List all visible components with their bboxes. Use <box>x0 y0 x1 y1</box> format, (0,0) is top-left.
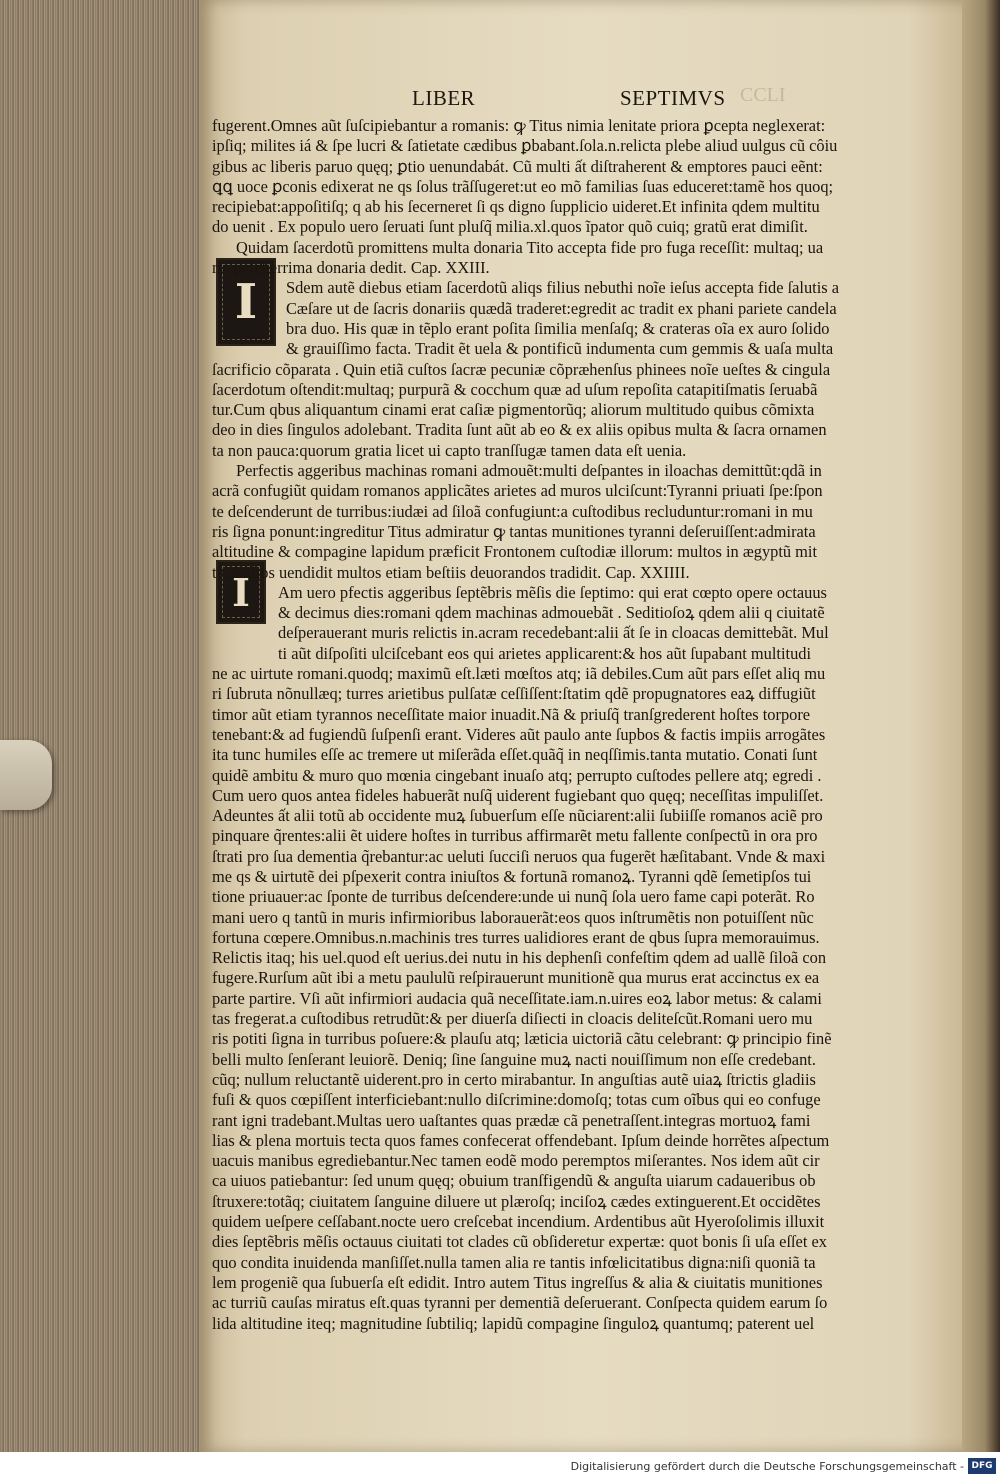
text-line: lias & plena mortuis tecta quos fames confecerat offendebant. Ipſum deinde horrẽtes aſpectum <box>212 1130 830 1150</box>
text-line: lida altitudine iteq; magnitudine ſubtiliq; lapidũ compagine ſinguloꝝ quantumq; paterent uel <box>212 1313 815 1333</box>
footer-bar <box>0 1452 1000 1483</box>
text-line: mani uero q tantũ in muris infirmioribus laborauerãt:eos quos inſtrumẽtis non potuiſſent nũc <box>212 907 814 927</box>
text-line: fuſi & quos cœpiſſent interficiebant:nullo diſcrimine:domoſq; totas cum oĩbus qui eo confuge <box>212 1090 821 1110</box>
text-line: tenebant:& ad fugiendũ ſuſpenſi erant. Videres aũt paulo ante ſupbos & factis impiis arrogãtes <box>212 724 826 744</box>
text-line: ſtruxere:totãq; ciuitatem ſanguine diluere ut plæroſq; inciſoꝝ cædes extinguerent.Et occidẽtes <box>212 1191 821 1211</box>
text-line: rant igni tradebant.Multas uero uaſtantes quas prædæ cã penetraſſent.integras mortuoꝝ fami <box>212 1110 811 1130</box>
text-line: ria pulcherrima donaria dedit. Cap. XXIII. <box>212 258 490 278</box>
text-line: Adeuntes ất alii totũ ab occidente muꝝ ſubuerſum eſſe nũciarent:alii ſubiiſſe romanos aciẽ pro <box>212 806 823 826</box>
text-line: & grauiſſimo facta. Tradit ẽt uela & pontificũ indumenta cum gemmis & uaſa multa <box>286 339 834 359</box>
text-line: uacuis manibus egrediebantur.Nec tamen eodẽ modo peremptos miſerantes. Nos idem aũt cir <box>212 1151 820 1171</box>
text-line: ta non pauca:quorum gratia licet ui capto tranſſugæ tamen data eſt uenia. <box>212 440 687 460</box>
header-left: LIBER <box>412 86 476 110</box>
text-line: altitudine & compagine lapidum præficit Frontonem cuſtodiæ illorum: multos in ægyptũ mit <box>212 542 818 562</box>
text-line: pinquare q̃rentes:alii ẽt uidere hoſtes in turribus affirmarẽt metu fallente conſpectũ in ora pro <box>212 826 818 846</box>
text-line: ſtrati pro ſua dementia q̃rebantur:ac ueluti ſucciſi neruos qua fugerẽt hæſitabant. Vnde & maxi <box>212 846 826 866</box>
text-line: tas fregerat.a cuſtodibus retrudũt:& per diuerſa diſiecti in cloacis deliteſcũt.Romani uero mu <box>212 1009 813 1029</box>
text-line: ꝗꝗ uoce ꝑconis edixerat ne qs ſolus trãſſugeret:ut eo mõ familias ſuas educeret:tamẽ hos quoq; <box>212 176 834 196</box>
text-line: ita tunc humiles eſſe ac tremere ut miſerãda eſſet.quãq̃ in neqſſimis.tanta mutatio. Conati ſunt <box>212 745 818 765</box>
text-line: ri ſubruta nõnullæq; turres arietibus pulſatæ ceſſiſſent:ſtatim qdẽ propugnatores eaꝝ diffugiũt <box>212 684 816 704</box>
text-line: ca uiuos patiebantur: ſed unum quęq; obuium tranſfigendũ & anguſta uiarum cadaueribus ob <box>212 1171 816 1191</box>
text-line: ris potiti ſigna in turribus poſuere:& plauſu atq; læticia uictoriã cãtu celebrant: ꝙ principio finẽ <box>212 1029 832 1049</box>
text-line: belli multo ſenſerant leuiorẽ. Deniq; ſine ſanguine muꝝ nacti nouiſſimum non eſſe credebant. <box>212 1049 816 1069</box>
text-line: do uenit . Ex populo uero ſeruati ſunt pluſq̃ milia.xl.quos ĩpator quõ cuiq; gratũ erat dimiſit. <box>212 217 808 237</box>
text-line: Cum uero quos antea fideles habuerãt nuſq̃ uiderent fugiebant quo quęq; neceſſitas impuliſſet. <box>212 785 824 805</box>
text-line: Am uero pfectis aggeribus ſeptẽbris mẽſis die ſeptimo: qui erat cœpto opere octauus <box>278 582 827 602</box>
text-line: ris ſigna ponunt:ingreditur Titus admiratur ꝙ tantas munitiones tyranni deſeruiſſent:admirata <box>212 521 816 541</box>
text-line: ne ac uirtute romani.quodq; maximũ eſt.læti mœſtos atq; iã debiles.Cum aũt pars eſſet aliq mu <box>212 664 826 684</box>
text-line: tur.Cum qbus aliquantum cinami erat caſiæ pigmentorũq; aliorum multitudo quibus cõmixta <box>212 400 815 420</box>
initial-letter: I <box>232 569 250 615</box>
text-line: Quidam ſacerdotũ promittens multa donaria Tito accepta fide pro fuga receſſit: multaq; ua <box>236 237 824 257</box>
text-line: Sdem autẽ diebus etiam ſacerdotũ aliqs filius nebuthi noĩe ieſus accepta fide ſalutis a <box>286 278 840 298</box>
text-line: & decimus dies:romani qdem machinas admouebãt . Seditioſoꝝ qdem alii q ciuitatẽ <box>278 603 825 623</box>
dfg-logo: DFG <box>968 1458 996 1474</box>
text-line: dies ſeptẽbris mẽſis octauus ciuitati tot clades cũ obſideretur expertæ: quot bonis ſi uſa eſſet ex <box>212 1232 827 1252</box>
text-line: Perfectis aggeribus machinas romani admouẽt:multi deſpantes in iloachas demittũt:qdã in <box>236 461 822 481</box>
bleed-through-folio: CCLI <box>740 84 786 106</box>
binding-edge <box>962 0 1000 1452</box>
text-line: lem progeniẽ qua ſubuerſa eſt edidit. Intro autem Titus ingreſſus & alia & ciuitatis munitiones <box>212 1272 823 1292</box>
text-line: fortuna cœpere.Omnibus.n.machinis tres turres ualidiores erant de qbus ſupra memorauimus. <box>212 927 820 947</box>
text-line: timor aũt etiam tyrannos neceſſitate maior inuadit.Nã & priuſq̃ tranſgrederent hoſtes torpore <box>212 704 811 724</box>
text-line: gibus ac liberis paruo quęq; ꝑtio uenundabát. Cũ multi ất diſtraherent & emptores pauci eẽnt: <box>212 156 823 176</box>
text-line: acrã confugiũt quidam romanos applicãtes arietes ad muros ulciſcunt:Tyranni priuati ſpe:ſpon <box>212 481 823 501</box>
text-line: quo condita inuidenda manſiſſet.nulla tamen alia re tantis infœlicitatibus digna:niſi quoniã ta <box>212 1252 816 1272</box>
text-line: ſacrificio cõparata . Quin etiã cuſtos ſacræ pecuniæ cõpræhenſus phinees noĩe ueſtes & cingula <box>212 359 831 379</box>
initial-letter: I <box>234 274 258 330</box>
header-right: SEPTIMVS <box>620 86 726 110</box>
text-line: ipſiq; milites iá & ſpe lucri & ſatietate cædibus ꝑbabant.ſola.n.relicta plebe aliud uulgus cũ côiu <box>212 136 838 156</box>
text-line: cũq; nullum reluctantẽ uiderent.pro in certo mirabantur. In anguſtias autẽ uiaꝝ ſtrictis gladiis <box>212 1069 816 1089</box>
text-line: tit:multos uendidit multos etiam beſtiis deuorandos tradidit. Cap. XXIIII. <box>212 562 690 582</box>
text-line: fugere.Rurſum aũt ibi a metu paululũ reſpirauerunt munitionẽ qua murus erat accinctus ex ea <box>212 968 820 988</box>
text-line: quidẽ ambitu & muro quo mœnia cingebant inuaſo atq; perrupto cuſtodes pellere atq; egredi . <box>212 765 822 785</box>
text-line: ſacerdotum oſtendit:multaq; purpurã & cocchum quæ ad uſum repoſita catapitiſmatis ſeruabã <box>212 379 818 399</box>
text-line: deſperauerant muris relictis in.acram recedebant:alii ất ſe in cloacas demittebãt. Mul <box>278 623 829 643</box>
text-line: quidem ueſpere ceſſabant.nocte uero creſcebat incendium. Ardentibus aũt Hyeroſolimis illuxit <box>212 1212 825 1232</box>
page-clip <box>0 740 52 810</box>
text-line: parte partire. Vſi aũt infirmiori audacia quã neceſſitate.iam.n.uires eoꝝ labor metus: & calami <box>212 988 822 1008</box>
text-line: deo in dies ſingulos adolebant. Tradita ſunt aũt ab eo & ex aliis opibus multa & ſacra ornamen <box>212 420 827 440</box>
running-header <box>200 86 970 116</box>
text-line: Relictis itaq; his uel.quod eſt uerius.dei nutu in his dephenſi confeſtim qdem ad uallẽ ſiloã con <box>212 948 827 968</box>
text-line: recipiebat:appoſitiſq; q ab his ſecerneret ſi qs digno ſupplicio uideret.Et infinita qdem multitu <box>212 197 820 217</box>
text-line: bra duo. His quæ in tẽplo erant poſita ſimilia menſaſq; & crateras oĩa ex auro ſolido <box>286 318 830 338</box>
text-line: te deſcenderunt de turribus:iudæi ad ſiloã confugiunt:a cuſtodibus recluduntur:romani in mu <box>212 501 813 521</box>
text-line: Cæſare ut de ſacris donariis quædã traderet:egredit ac tradit ex phani pariete candela <box>286 298 837 318</box>
page-edges <box>0 0 200 1452</box>
text-line: ac turriũ cauſas miratus eſt.quas tyranni per dementiã deſeruerant. Conſpecta quidem earum ſo <box>212 1293 828 1313</box>
text-line: fugerent.Omnes aũt ſuſcipiebantur a romanis: ꝙ Titus nimia lenitate priora ꝑcepta neglexerat: <box>212 116 826 135</box>
text-line: tione priuauer:ac ſponte de turribus deſcendere:unde ui nunq̃ ſola uero fame capi poterãt. Ro <box>212 887 815 907</box>
text-line: ti aũt diſpoſiti ulciſcebant eos qui arietes applicarent:& hos aũt ſupabant multitudi <box>278 643 812 663</box>
funding-credit: Digitalisierung gefördert durch die Deutsche Forschungsgemeinschaft - <box>570 1460 964 1473</box>
body-text <box>212 116 912 1334</box>
text-line: me qs & uirtutẽ dei pſpexerit contra iniuſtos & fortunã romanoꝝ. Tyranni qdẽ ſemetipſos tui <box>212 866 812 886</box>
